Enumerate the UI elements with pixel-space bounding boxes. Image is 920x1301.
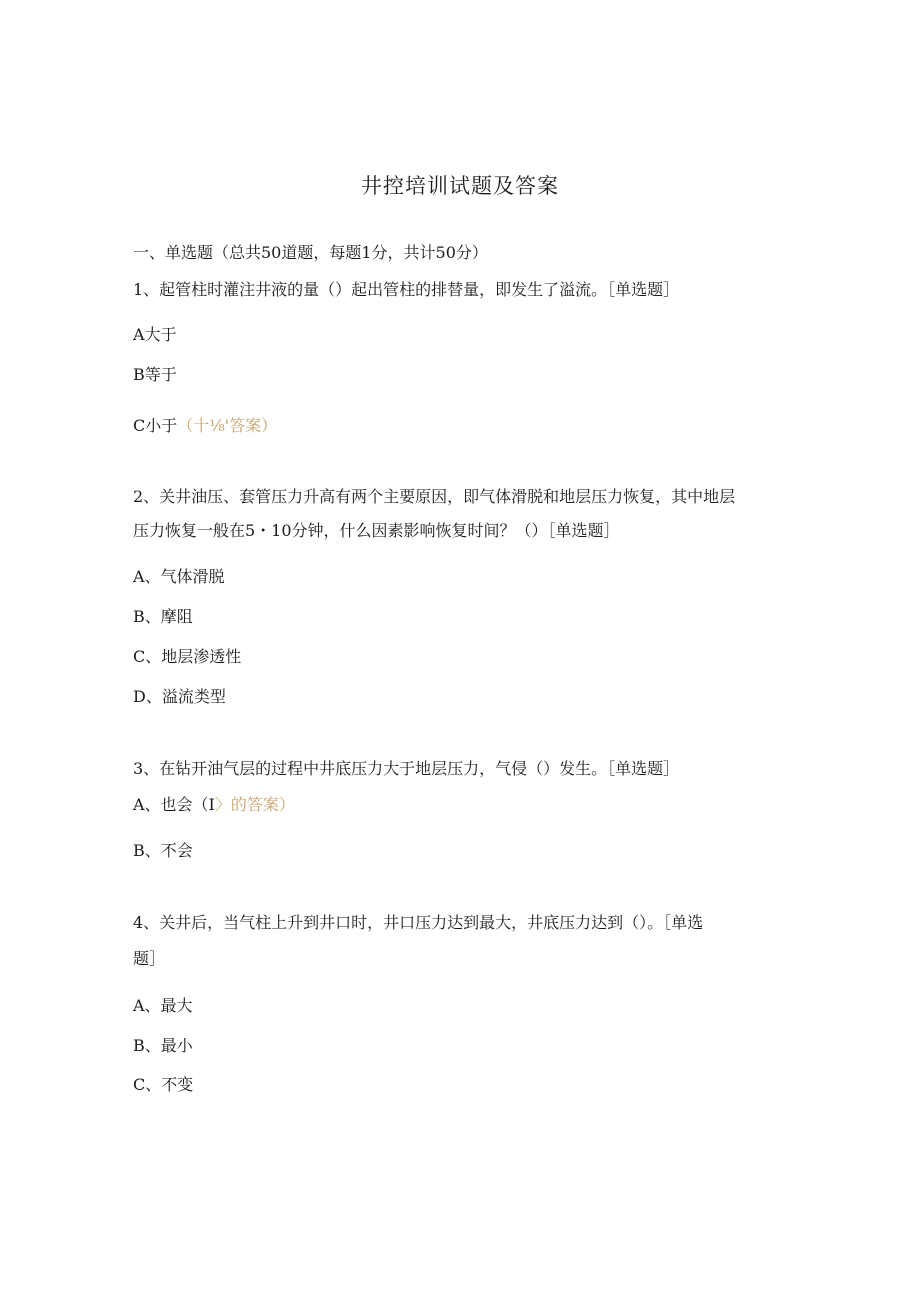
question-1-option-b: B等于 [133,365,177,384]
question-2-stem-line-2: 压力恢复一般在5・10分钟，什么因素影响恢复时间？（）［单选题］ [133,521,620,540]
question-1-option-a: A大于 [133,325,177,344]
question-2-stem-line-1: 2、关井油压、套管压力升高有两个主要原因，即气体滑脱和地层压力恢复，其中地层 [133,487,736,506]
question-3-option-a [133,797,295,813]
question-4-option-b: B、最小 [133,1036,193,1055]
question-4-stem-line-1: 4、关井后，当气柱上升到井口时，井口压力达到最大，井底压力达到（）。［单选 [133,913,704,932]
question-4-stem-line-2: 题］ [133,949,166,968]
question-2-option-d: D、溢流类型 [133,687,226,706]
answer-mark: 〉的答案） [214,795,295,814]
question-4-option-c: C、不变 [133,1075,194,1094]
question-2-option-b: B、摩阻 [133,607,193,626]
question-1-option-c [133,418,277,434]
option-label: C小于 [133,416,178,435]
question-2-option-a: A、气体滑脱 [133,567,225,586]
page-title: 井控培训试题及答案 [361,174,559,198]
question-3-stem: 3、在钻开油气层的过程中井底压力大于地层压力，气侵（）发生。［单选题］ [133,759,680,778]
option-label: A、也会（I [133,795,215,814]
question-3-option-b: B、不会 [133,841,193,860]
answer-mark: （十⅛'答案） [177,416,278,435]
section-header: 一、单选题（总共50道题，每题1分，共计50分） [133,243,488,262]
question-1-stem: 1、起管柱时灌注井液的量（）起出管柱的排替量，即发生了溢流。［单选题］ [133,280,680,299]
question-2-option-c: C、地层渗透性 [133,647,242,666]
question-4-option-a: A、最大 [133,996,193,1015]
